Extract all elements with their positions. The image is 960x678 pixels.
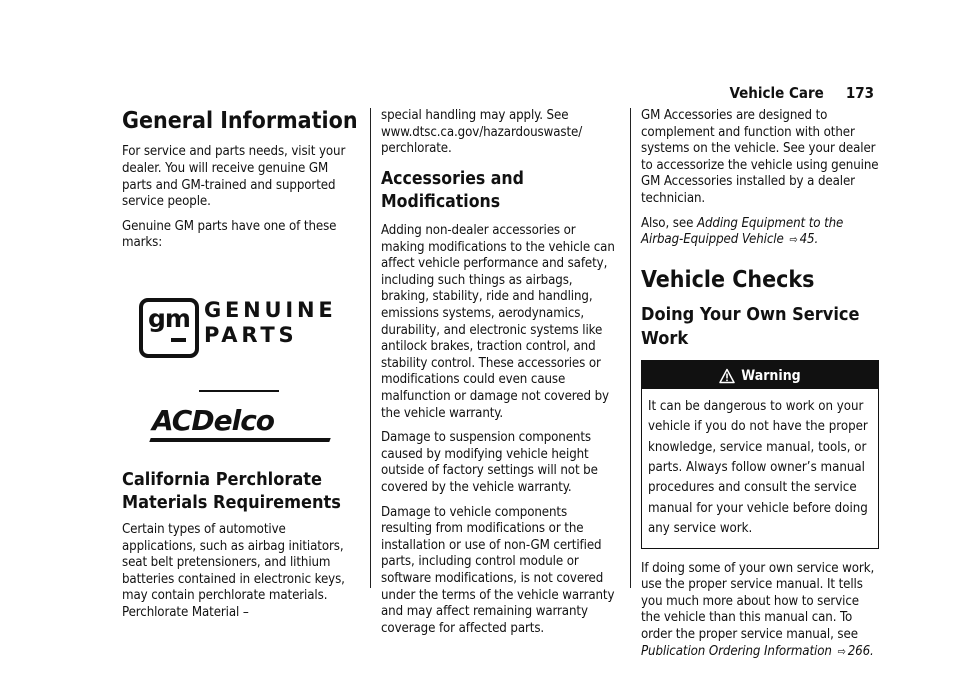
also-see-paragraph (641, 216, 879, 249)
publication-ordering-link[interactable]: Publication Ordering Information (641, 643, 832, 659)
vehicle-checks-heading: Vehicle Checks (641, 266, 815, 293)
gm-logo-underline (171, 338, 186, 342)
acdelco-swoosh-icon (149, 438, 330, 442)
own-service-work-heading: Doing Your Own Service Work (641, 304, 860, 350)
warning-header (642, 361, 878, 389)
column-divider-right (630, 108, 631, 588)
page-reference-icon: ⇨ (789, 233, 798, 247)
page-number: 173 (845, 84, 874, 102)
accessories-paragraph-2: Damage to suspension components caused by modifying vehicle height outside of factory settings will not be covered by the vehicle warranty. (381, 430, 598, 495)
genuine-parts-marks-paragraph: Genuine GM parts have one of these marks: (122, 218, 337, 251)
acdelco-logo: ACDelco (152, 404, 275, 437)
accessories-paragraph-3: Damage to vehicle components resulting from modifications or the installation or use of non-GM certified parts, including control module or software modifications, is not covered under the terms of the vehicle warranty and may affect remaining warranty coverage for affected parts. (381, 504, 615, 636)
airbag-equipment-page[interactable]: 45. (799, 232, 819, 248)
column-divider-left (370, 108, 371, 588)
perchlorate-paragraph: Certain types of automotive applications, such as airbag initiators, seat belt pretensioners, and lithium batteries contained in electronic keys, may contain perchlorate materials. Perchlorate Material – (122, 522, 345, 620)
genuine-parts-wordmark (204, 298, 337, 348)
genuine-parts-logos (122, 264, 360, 464)
perchlorate-heading: California Perchlorate Materials Requirements (122, 469, 341, 513)
running-header (730, 84, 874, 102)
also-see-prefix: Also, see (641, 215, 697, 231)
column-3 (641, 108, 879, 668)
warning-box (641, 360, 879, 549)
general-info-paragraph: For service and parts needs, visit your dealer. You will receive genuine GM parts and GM-trained and supported service people. (122, 144, 346, 210)
column-1 (122, 108, 360, 630)
perchlorate-continued-paragraph: special handling may apply. See www.dtsc.ca.gov/hazardouswaste/ perchlorate. (381, 108, 583, 157)
publication-ordering-page[interactable]: 266. (847, 643, 874, 659)
accessories-paragraph-1: Adding non-dealer accessories or making modifications to the vehicle can affect vehicle performance and safety, including such things as airbags, braking, stability, ride and handling, emissions systems, aerodynamics, durability, and electronic systems like antilock brakes, traction control, and stability control. These accessories or modifications could even cause malfunction or damage not covered by the vehicle warranty. (381, 223, 615, 421)
warning-triangle-icon (719, 368, 735, 384)
general-information-heading: General Information (122, 108, 358, 134)
service-manual-paragraph (641, 561, 879, 661)
airbag-equipment-link[interactable]: Adding Equipment to the Airbag-Equipped Vehicle (641, 215, 844, 248)
warning-label: Warning (741, 367, 801, 384)
page-reference-icon: ⇨ (837, 644, 846, 658)
genuine-word: GENUINE (204, 298, 337, 322)
warning-text: It can be dangerous to work on your vehicle if you do not have the proper knowledge, service manual, tools, or parts. Always follow owner’s manual procedures and consult the service manual for your vehicle before doing any service work. (648, 398, 868, 537)
parts-word: PARTS (204, 323, 298, 347)
column-2 (381, 108, 619, 645)
accessories-heading: Accessories and Modifications (381, 168, 524, 213)
logo-divider (199, 390, 279, 392)
section-title: Vehicle Care (729, 84, 824, 102)
gm-accessories-paragraph: GM Accessories are designed to complement and function with other systems on the vehicle. See your dealer to accessorize the vehicle using genuine GM Accessories installed by a dealer technician. (641, 108, 879, 206)
gm-logo-letters: gm (148, 304, 190, 333)
gm-logo-icon (139, 298, 199, 358)
service-manual-text: If doing some of your own service work, use the proper service manual. It tells you much more about how to service the vehicle than this manual can. To order the proper service manual, see (641, 560, 875, 642)
